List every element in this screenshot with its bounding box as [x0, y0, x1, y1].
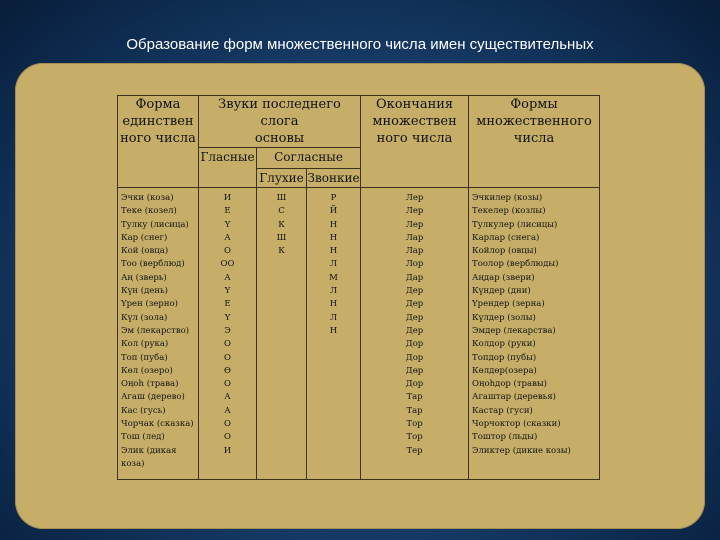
list-item: А	[224, 405, 231, 416]
list-item: О	[224, 419, 231, 430]
list-item: Н	[329, 219, 338, 230]
list-item: Тоштор (льды)	[472, 432, 538, 443]
list-item: Текелер (козлы)	[472, 206, 546, 217]
list-item: Көлдөр(озера)	[472, 365, 537, 376]
list-item: Дор	[405, 379, 424, 390]
list-item: Агаштар (деревья)	[472, 392, 556, 403]
list-item: ОО	[220, 259, 235, 270]
plural-forms-table	[117, 95, 600, 480]
list-item: Тер	[406, 445, 423, 456]
list-item: Н	[329, 232, 338, 243]
list-item: Н	[329, 325, 338, 336]
list-item: Е	[224, 299, 231, 310]
list-item: Лар	[405, 246, 424, 257]
list-item: Р	[330, 193, 337, 203]
list-item: Тар	[406, 405, 423, 416]
list-item: Лер	[405, 193, 424, 203]
list-item: Л	[329, 259, 338, 270]
list-item: М	[329, 272, 338, 283]
list-item: Күн (день)	[121, 286, 168, 297]
list-item: Й	[329, 206, 338, 217]
endings-column	[361, 188, 469, 480]
list-item: К	[278, 246, 285, 257]
list-item: А	[224, 272, 231, 283]
list-item: Ү	[224, 312, 231, 323]
list-item: Тар	[406, 392, 423, 403]
header-plural-forms: Формы множественного числа	[469, 96, 600, 188]
list-item: Кол (рука)	[121, 339, 169, 350]
list-item: Топ (пуба)	[121, 352, 168, 363]
list-item: О	[224, 432, 231, 443]
list-item: Аңдар (звери)	[472, 272, 535, 283]
list-item: С	[278, 206, 285, 217]
list-item: Кар (снег)	[121, 232, 168, 243]
list-item: Теке (козел)	[121, 206, 177, 217]
list-item: Кас (гусь)	[121, 405, 166, 416]
list-item: Ш	[276, 193, 287, 203]
list-item: А	[224, 392, 231, 403]
list-item: Кастар (гуси)	[472, 405, 533, 416]
list-item: Дер	[405, 325, 424, 336]
singular-column	[118, 188, 199, 480]
list-item: Дөр	[405, 365, 424, 376]
header-vowels: Гласные	[199, 148, 257, 188]
list-item: Оңоһдор (травы)	[472, 379, 547, 390]
header-voiceless: Глухие	[257, 169, 307, 188]
header-endings: Окончания множествен ного числа	[361, 96, 469, 188]
vowels-column	[199, 188, 257, 480]
list-item: О	[224, 246, 231, 257]
list-item: Тош (лед)	[121, 432, 165, 443]
plural-column	[469, 188, 600, 480]
list-item: Эчкилер (козы)	[472, 193, 543, 203]
list-item: Лер	[405, 206, 424, 217]
list-item: Үрендер (зерна)	[472, 299, 545, 310]
list-item: Лор	[405, 259, 424, 270]
list-item: Тор	[406, 432, 423, 443]
list-item: Н	[329, 299, 338, 310]
list-item: Күндер (дни)	[472, 286, 531, 297]
list-item: Аң (зверь)	[121, 272, 167, 283]
list-item: Карлар (снега)	[472, 232, 540, 243]
list-item: Дер	[405, 286, 424, 297]
list-item: О	[224, 339, 231, 350]
list-item: Тоолор (верблюды)	[472, 259, 559, 270]
header-voiced: Звонкие	[307, 169, 361, 188]
list-item: Дер	[405, 299, 424, 310]
voiceless-column	[257, 188, 307, 480]
list-item: А	[224, 232, 231, 243]
list-item: Е	[224, 206, 231, 217]
header-consonants: Согласные	[257, 148, 361, 169]
list-item: Агаш (дерево)	[121, 392, 185, 403]
list-item: И	[223, 193, 232, 203]
list-item: Чорчоктор (сказки)	[472, 419, 561, 430]
list-item: Тулку (лисица)	[121, 219, 189, 230]
list-item: Л	[329, 312, 338, 323]
voiced-column	[307, 188, 361, 480]
list-item: Күлдер (золы)	[472, 312, 536, 323]
list-item: Тор	[406, 419, 423, 430]
list-item: Кой (овца)	[121, 246, 169, 257]
list-item: Эм (лекарство)	[121, 325, 190, 336]
list-item: Ш	[276, 232, 287, 243]
list-item: Э	[224, 325, 231, 336]
header-singular-form: Форма единствен ного числа	[118, 96, 199, 188]
list-item: Чорчак (сказка)	[121, 419, 194, 430]
list-item: Топдор (пубы)	[472, 352, 537, 363]
list-item: Лер	[405, 219, 424, 230]
list-item: Эмдер (лекарства)	[472, 325, 556, 336]
list-item: Дер	[405, 312, 424, 323]
list-item: К	[278, 219, 285, 230]
list-item: Н	[329, 246, 338, 257]
list-item: Дор	[405, 352, 424, 363]
list-item: Оңоһ (трава)	[121, 379, 179, 390]
list-item: Ө	[224, 365, 231, 376]
list-item: Тоо (верблюд)	[121, 259, 185, 270]
list-item: О	[224, 379, 231, 390]
list-item: Койлор (овцы)	[472, 246, 537, 257]
list-item: И	[223, 445, 232, 456]
list-item: Дор	[405, 339, 424, 350]
list-item: Үрен (зерно)	[121, 299, 178, 310]
list-item: Көл (озеро)	[121, 365, 173, 376]
list-item: Эликтер (дикие козы)	[472, 445, 571, 456]
list-item: Ү	[224, 286, 231, 297]
list-item: Элик (дикая коза)	[121, 445, 177, 469]
list-item: Дар	[405, 272, 424, 283]
list-item: Эчки (коза)	[121, 193, 174, 203]
list-item: Күл (зола)	[121, 312, 168, 323]
list-item: Тулкулер (лисицы)	[472, 219, 558, 230]
list-item: Ү	[224, 219, 231, 230]
list-item: О	[224, 352, 231, 363]
list-item: Колдор (руки)	[472, 339, 536, 350]
list-item: Л	[329, 286, 338, 297]
header-sounds: Звуки последнего слога основы	[199, 96, 361, 148]
list-item: Лар	[405, 232, 424, 243]
slide-title: Образование форм множественного числа имен существительных	[126, 36, 594, 53]
